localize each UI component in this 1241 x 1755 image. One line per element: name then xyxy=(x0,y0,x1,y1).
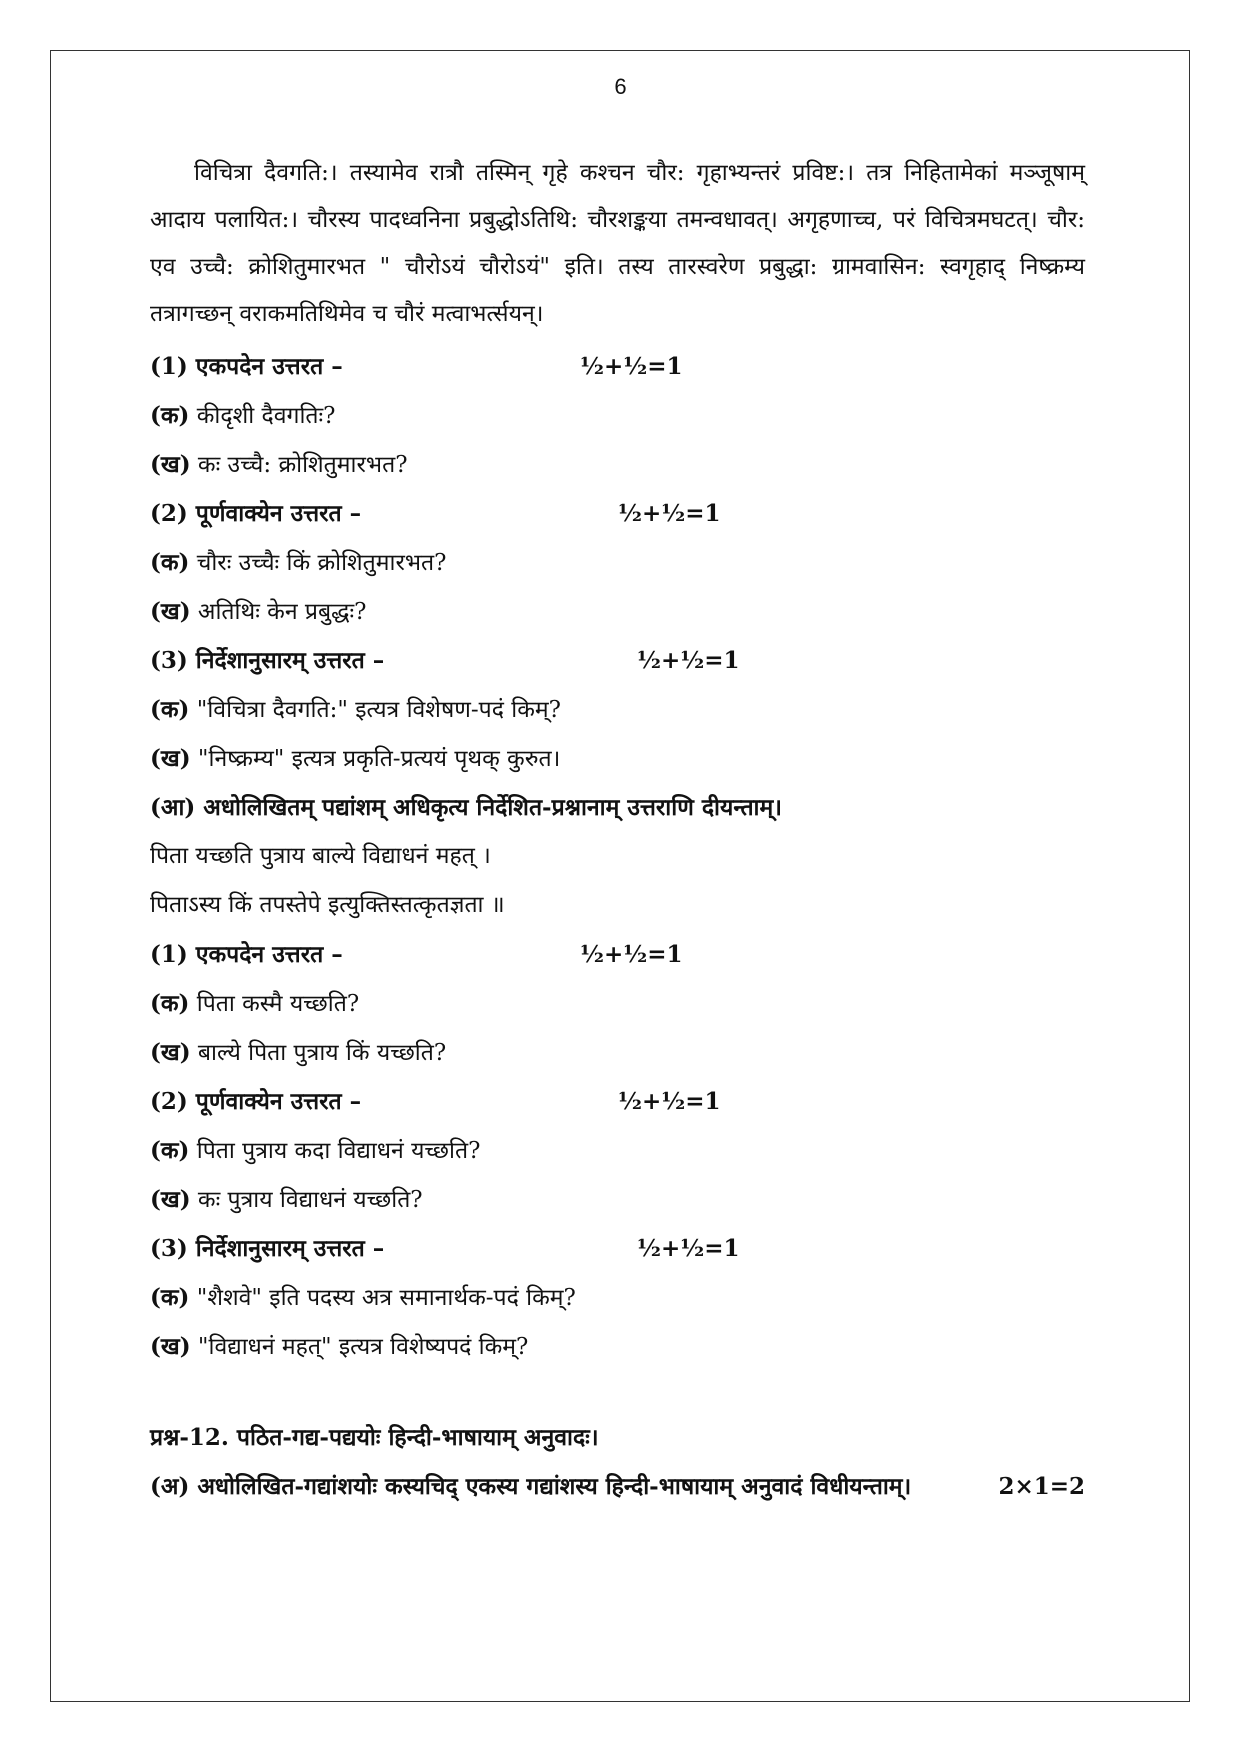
heading-text: (3) निर्देशानुसारम् उत्तरत – xyxy=(150,1235,385,1262)
item-label: (क) xyxy=(150,1284,190,1311)
question-item xyxy=(150,1126,1085,1175)
item-label: (ख) xyxy=(150,1186,191,1213)
item-text: बाल्ये पिता पुत्राय किं यच्छति? xyxy=(190,1040,447,1066)
item-text: "शैशवे" इति पदस्य अत्र समानार्थक-पदं किम्? xyxy=(189,1285,576,1311)
question-12-a xyxy=(150,1462,1085,1512)
question-item xyxy=(150,1028,1085,1077)
item-text: चौरः उच्चैः किं क्रोशितुमारभत? xyxy=(189,550,447,576)
page-number: 6 xyxy=(614,74,627,99)
heading-text: (1) एकपदेन उत्तरत – xyxy=(150,941,343,968)
q2-heading-2 xyxy=(150,1077,1085,1126)
item-label: (क) xyxy=(150,402,190,429)
item-text: कीदृशी दैवगतिः? xyxy=(189,403,336,429)
verse-line-2: पिताऽस्य किं तपस्तेपे इत्युक्तिस्तत्कृतज्ञता ॥ xyxy=(150,892,505,918)
question-item xyxy=(150,1322,1085,1371)
heading-text: (1) एकपदेन उत्तरत – xyxy=(150,353,343,380)
item-label: (ख) xyxy=(150,451,191,478)
marks: ½+½=1 xyxy=(580,353,683,380)
question-item xyxy=(150,1175,1085,1224)
heading-text: (3) निर्देशानुसारम् उत्तरत – xyxy=(150,647,385,674)
item-label: (क) xyxy=(150,1137,190,1164)
document-body xyxy=(150,150,1085,1512)
item-text: अतिथिः केन प्रबुद्धः? xyxy=(190,599,367,625)
question-item xyxy=(150,979,1085,1028)
item-label: (क) xyxy=(150,990,190,1017)
item-text: पिता पुत्राय कदा विद्याधनं यच्छति? xyxy=(189,1138,481,1164)
section-aa-heading: (आ) अधोलिखितम् पद्यांशम् अधिकृत्य निर्देशित-प्रश्नानाम् उत्तराणि दीयन्ताम्। xyxy=(150,794,782,821)
marks: ½+½=1 xyxy=(618,500,721,527)
gadyansh-passage: विचित्रा दैवगति:। तस्यामेव रात्रौ तस्मिन् गृहे कश्चन चौर: गृहाभ्यन्तरं प्रविष्ट:। तत्र निहितामेकां मञ्जूषाम् आदाय पलायित:। चौरस्य पादध्वनिना प्रबुद्धोऽतिथि: चौरशङ्कया तमन्वधावत्। अगृहणाच्च, परं विचित्रमघटत्। चौर: एव उच्चै: क्रोशितुमारभत " चौरोऽयं चौरोऽयं" इति। तस्य तारस्वरेण प्रबुद्धा: ग्रामवासिन: स्वगृहाद् निष्क्रम्य तत्रागच्छन् वराकमतिथिमेव च चौरं मत्वाभर्त्सयन्। xyxy=(150,160,1085,327)
q2-heading-1 xyxy=(150,930,1085,979)
question-item xyxy=(150,1273,1085,1322)
marks: ½+½=1 xyxy=(637,1235,740,1262)
q1-heading-3 xyxy=(150,636,1085,685)
item-text: "निष्क्रम्य" इत्यत्र प्रकृति-प्रत्ययं पृथक् कुरुत। xyxy=(190,746,561,772)
item-text: "विचित्रा दैवगति:" इत्यत्र विशेषण-पदं किम्? xyxy=(189,697,561,723)
q2-heading-3 xyxy=(150,1224,1085,1273)
question-item xyxy=(150,440,1085,489)
item-text: पिता कस्मै यच्छति? xyxy=(189,991,360,1017)
marks: ½+½=1 xyxy=(580,941,683,968)
item-label: (क) xyxy=(150,549,190,576)
item-text: "विद्याधनं महत्" इत्यत्र विशेष्यपदं किम्? xyxy=(190,1334,529,1360)
item-label: (क) xyxy=(150,696,190,723)
question-item xyxy=(150,391,1085,440)
q1-heading-1 xyxy=(150,342,1085,391)
item-text: कः उच्चै: क्रोशितुमारभत? xyxy=(190,452,408,478)
heading-text: (2) पूर्णवाक्येन उत्तरत – xyxy=(150,500,362,527)
heading-text: (2) पूर्णवाक्येन उत्तरत – xyxy=(150,1088,362,1115)
item-text: कः पुत्राय विद्याधनं यच्छति? xyxy=(190,1187,423,1213)
item-label: (ख) xyxy=(150,1333,191,1360)
question-item xyxy=(150,734,1085,783)
question-item xyxy=(150,538,1085,587)
question-12-title: प्रश्न-12. पठित-गद्य-पद्ययोः हिन्दी-भाषायाम् अनुवादः। xyxy=(150,1424,599,1451)
marks: ½+½=1 xyxy=(618,1088,721,1115)
instruction-text: (अ) अधोलिखित-गद्यांशयोः कस्यचिद् एकस्य गद्यांशस्य हिन्दी-भाषायाम् अनुवादं विधीयन्ताम्। xyxy=(150,1473,912,1500)
q1-heading-2 xyxy=(150,489,1085,538)
item-label: (ख) xyxy=(150,1039,191,1066)
item-label: (ख) xyxy=(150,745,191,772)
question-item xyxy=(150,685,1085,734)
item-label: (ख) xyxy=(150,598,191,625)
marks: ½+½=1 xyxy=(637,647,740,674)
verse-line-1: पिता यच्छति पुत्राय बाल्ये विद्याधनं महत् । xyxy=(150,843,491,869)
question-item xyxy=(150,587,1085,636)
marks: 2×1=2 xyxy=(998,1473,1085,1500)
